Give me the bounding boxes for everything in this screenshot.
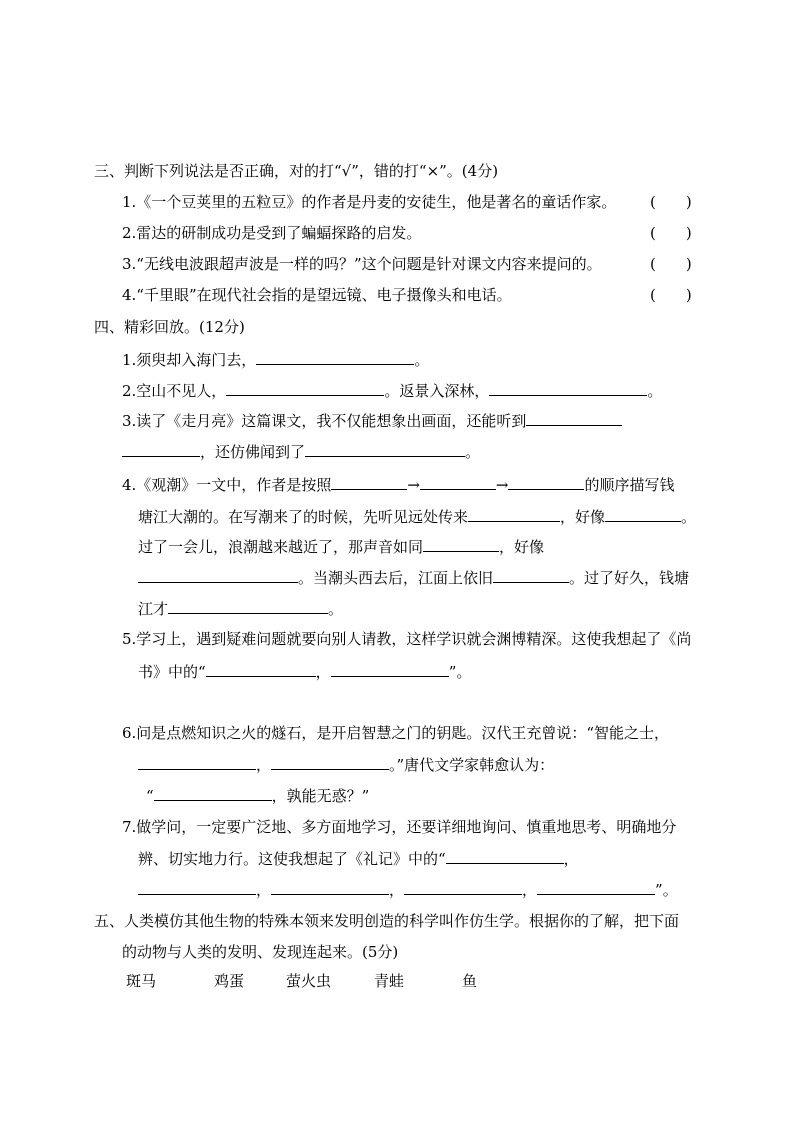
- animal-fish[interactable]: 鱼: [462, 972, 478, 990]
- q3-blank-2[interactable]: [305, 440, 465, 457]
- q1-text: 1.须臾却入海门去，: [122, 351, 257, 369]
- q3-blank-1[interactable]: [526, 409, 622, 426]
- q4-text-f: 过了一会儿，浪潮越来越近了，那声音如同: [138, 538, 424, 556]
- q4-line-3: [138, 535, 544, 558]
- q4-blank-4[interactable]: [468, 505, 560, 522]
- q4-text-j: 江才: [138, 600, 169, 618]
- q1-end: 。: [414, 351, 430, 369]
- q2-blank-1[interactable]: [226, 379, 384, 396]
- q3-text-b: ，还仿佛闻到了: [200, 443, 306, 461]
- q4-text-c: 塘江大潮的。在写潮来了的时候，先听见远处传来: [138, 508, 469, 526]
- q6-blank-2[interactable]: [271, 753, 389, 770]
- q5-line-1: 5.学习上，遇到疑难问题就要向别人请教，这样学识就会渊博精深。这使我想起了《尚: [122, 630, 692, 648]
- section3-item-2: 2.雷达的研制成功是受到了蝙蝠探路的启发。: [122, 224, 422, 242]
- q1-line: [122, 348, 429, 371]
- section5-heading-line-1: 五、人类模仿其他生物的特殊本领来发明创造的科学叫作仿生学。根据你的了解，把下面: [94, 912, 680, 930]
- q4-blank-6[interactable]: [423, 535, 499, 552]
- q6-end: ，孰能无惑？”: [271, 787, 370, 805]
- q7-blank-4[interactable]: [404, 878, 522, 895]
- q4-text-i: 。过了好久，钱塘: [569, 569, 690, 587]
- q3-blank-1-cont[interactable]: [122, 440, 200, 457]
- q7-blank-5[interactable]: [537, 878, 655, 895]
- q5-comma: ，: [315, 663, 331, 681]
- q6-blank-1[interactable]: [138, 753, 256, 770]
- q7-blank-3[interactable]: [271, 878, 389, 895]
- q4-line-1: [122, 473, 675, 496]
- q6-line-3: [146, 784, 369, 807]
- q7-text-b: 辨、切实地力行。这使我想起了《礼记》中的“: [138, 850, 446, 868]
- q2-end: 。: [647, 382, 663, 400]
- arrow-right-icon: →: [495, 476, 509, 494]
- q4-blank-9[interactable]: [168, 597, 328, 614]
- q5-blank-2[interactable]: [331, 660, 449, 677]
- section5-heading-line-2: 的动物与人类的发明、发现连起来。(5分): [122, 943, 399, 961]
- q6-line-2: [138, 753, 554, 776]
- answer-paren-2[interactable]: ( ): [650, 224, 692, 242]
- q4-text-b: 的顺序描写钱: [584, 476, 675, 494]
- q3-text-a: 3.读了《走月亮》这篇课文，我不仅能想象出画面，还能听到: [122, 412, 527, 430]
- q5-blank-1[interactable]: [206, 660, 316, 677]
- q7-blank-2[interactable]: [138, 878, 256, 895]
- q2-line: [122, 379, 662, 402]
- section3-item-3: 3.“无线电波跟超声波是一样的吗？”这个问题是针对课文内容来提问的。: [122, 255, 602, 273]
- q7-line-3: [138, 878, 678, 901]
- animal-firefly[interactable]: 萤火虫: [286, 972, 332, 990]
- answer-paren-3[interactable]: ( ): [650, 255, 692, 273]
- q4-blank-7[interactable]: [138, 566, 298, 583]
- q5-end: ”。: [448, 663, 472, 681]
- q3-line-1: [122, 409, 622, 432]
- q3-line-2: [122, 440, 480, 463]
- q2-text-b: 。返景入深林，: [384, 382, 490, 400]
- q4-line-4: [138, 566, 689, 589]
- q2-blank-2[interactable]: [489, 379, 647, 396]
- q4-text-e: 。: [681, 508, 697, 526]
- answer-paren-4[interactable]: ( ): [650, 286, 692, 304]
- q7-blank-1[interactable]: [446, 847, 564, 864]
- q1-blank[interactable]: [256, 348, 414, 365]
- animal-frog[interactable]: 青蛙: [374, 972, 405, 990]
- q4-blank-5[interactable]: [605, 505, 681, 522]
- q3-end: 。: [465, 443, 481, 461]
- section4-heading: 四、精彩回放。(12分): [94, 318, 245, 336]
- q7-comma-3: ，: [389, 881, 405, 899]
- q4-end: 。: [328, 600, 344, 618]
- animal-zebra[interactable]: 斑马: [126, 972, 157, 990]
- animal-egg[interactable]: 鸡蛋: [214, 972, 245, 990]
- section3-item-4: 4.“千里眼”在现代社会指的是望远镜、电子摄像头和电话。: [122, 286, 512, 304]
- q7-line-1: 7.做学问，一定要广泛地、多方面地学习，还要详细地询问、慎重地思考、明确地分: [122, 818, 677, 836]
- q7-comma-2: ，: [256, 881, 272, 899]
- q6-comma: ，: [256, 756, 272, 774]
- q7-end: ”。: [655, 881, 678, 899]
- arrow-right-icon: →: [407, 476, 420, 494]
- q6-text-c: 。”唐代文学家韩愈认为：: [389, 756, 555, 774]
- q4-line-2: [138, 505, 696, 528]
- q4-blank-2[interactable]: [420, 473, 496, 490]
- q5-line-2: [138, 660, 471, 683]
- q6-line-1: 6.问是点燃知识之火的燧石，是开启智慧之门的钥匙。汉代王充曾说：“智能之士，: [122, 724, 669, 742]
- q4-text-h: 。当潮头西去后，江面上依旧: [298, 569, 494, 587]
- q6-open-quote: “: [146, 787, 154, 805]
- q6-blank-3[interactable]: [154, 784, 272, 801]
- q4-text-d: ，好像: [560, 508, 606, 526]
- section3-item-1: 1.《一个豆荚里的五粒豆》的作者是丹麦的安徒生，他是著名的童话作家。: [122, 193, 617, 211]
- q2-text-a: 2.空山不见人，: [122, 382, 227, 400]
- section3-heading: 三、判断下列说法是否正确，对的打“√”，错的打“×”。(4分): [94, 162, 499, 180]
- q4-line-5: [138, 597, 343, 620]
- q7-comma-4: ，: [522, 881, 538, 899]
- q4-text-a: 4.《观潮》一文中，作者是按照: [122, 476, 332, 494]
- q4-text-g: ，好像: [499, 538, 545, 556]
- q7-line-2: [138, 847, 579, 870]
- q4-blank-3[interactable]: [508, 473, 584, 490]
- q7-comma-1: ，: [563, 850, 579, 868]
- answer-paren-1[interactable]: ( ): [650, 193, 692, 211]
- q4-blank-1[interactable]: [331, 473, 407, 490]
- q5-text-b: 书》中的“: [138, 663, 206, 681]
- q4-blank-8[interactable]: [493, 566, 569, 583]
